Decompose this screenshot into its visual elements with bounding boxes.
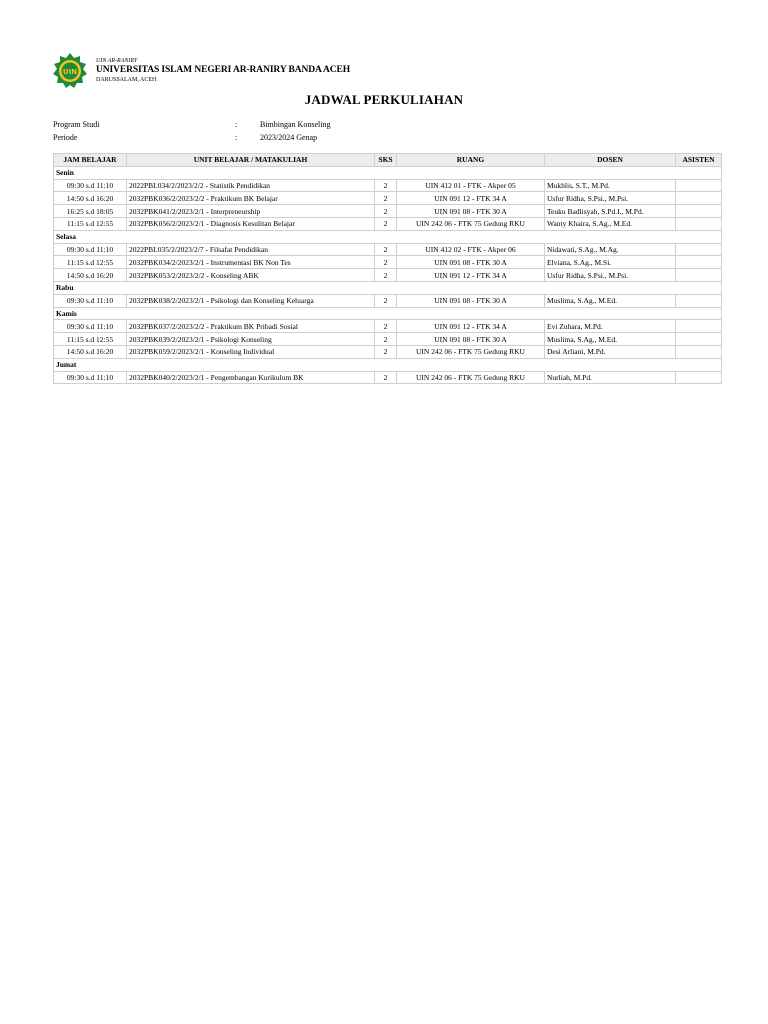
table-row	[54, 243, 722, 256]
table-row	[54, 345, 722, 358]
meta-colon: :	[235, 132, 238, 142]
cell-ruang: UIN 091 08 - FTK 30 A	[397, 333, 545, 346]
col-header-jam: JAM BELAJAR	[54, 154, 127, 167]
cell-sks: 2	[375, 294, 397, 307]
cell-dosen: Muslima, S.Ag., M.Ed.	[545, 333, 676, 346]
cell-matakuliah: 2032PBK040/2/2023/2/1 - Pengembangan Kurikulum BK	[127, 371, 375, 384]
cell-dosen: Nidawati, S.Ag., M.Ag.	[545, 243, 676, 256]
table-row	[54, 256, 722, 269]
cell-sks: 2	[375, 217, 397, 230]
day-row	[54, 307, 722, 320]
cell-jam: 11:15 s.d 12:55	[54, 217, 127, 230]
cell-asisten	[676, 320, 722, 333]
cell-matakuliah: 2032PBK056/2/2023/2/1 - Diagnosis Kesulitan Belajar	[127, 217, 375, 230]
table-row	[54, 333, 722, 346]
meta-colon: :	[235, 120, 238, 129]
cell-asisten	[676, 256, 722, 269]
schedule-table	[53, 153, 722, 384]
cell-dosen: Desi Arliani, M.Pd.	[545, 345, 676, 358]
cell-asisten	[676, 371, 722, 384]
cell-jam: 09:30 s.d 11:10	[54, 320, 127, 333]
cell-ruang: UIN 242 06 - FTK 75 Gedung RKU	[397, 217, 545, 230]
cell-jam: 09:30 s.d 11:10	[54, 179, 127, 192]
cell-matakuliah: 2032PBK053/2/2023/2/2 - Konseling ABK	[127, 269, 375, 282]
header-small-text: UIN AR-RANIRY	[96, 58, 138, 64]
cell-jam: 11:15 s.d 12:55	[54, 333, 127, 346]
meta-value: Bimbingan Konseling	[260, 120, 331, 129]
col-header-dosen: DOSEN	[545, 154, 676, 167]
document-header	[51, 52, 711, 92]
col-header-matakuliah: UNIT BELAJAR / MATAKULIAH	[127, 154, 375, 167]
cell-ruang: UIN 091 12 - FTK 34 A	[397, 192, 545, 205]
table-row	[54, 179, 722, 192]
cell-asisten	[676, 333, 722, 346]
cell-sks: 2	[375, 179, 397, 192]
day-row	[54, 166, 722, 179]
col-header-ruang: RUANG	[397, 154, 545, 167]
table-row	[54, 269, 722, 282]
cell-ruang: UIN 091 12 - FTK 34 A	[397, 269, 545, 282]
cell-ruang: UIN 091 12 - FTK 34 A	[397, 320, 545, 333]
col-header-sks: SKS	[375, 154, 397, 167]
cell-jam: 09:30 s.d 11:10	[54, 243, 127, 256]
table-row	[54, 371, 722, 384]
cell-jam: 14:50 s.d 16:20	[54, 269, 127, 282]
cell-dosen: Elviana, S.Ag., M.Si.	[545, 256, 676, 269]
cell-jam: 14:50 s.d 16:20	[54, 345, 127, 358]
header-row	[54, 154, 722, 167]
meta-label: Periode	[53, 132, 78, 142]
day-row	[54, 281, 722, 294]
svg-text:UIN: UIN	[62, 68, 78, 76]
cell-sks: 2	[375, 333, 397, 346]
cell-ruang: UIN 091 08 - FTK 30 A	[397, 294, 545, 307]
table-row	[54, 320, 722, 333]
cell-matakuliah: 2022PBL035/2/2023/2/7 - Filsafat Pendidikan	[127, 243, 375, 256]
schedule-table-header	[54, 154, 722, 167]
cell-jam: 09:30 s.d 11:10	[54, 294, 127, 307]
cell-ruang: UIN 412 01 - FTK - Akper 05	[397, 179, 545, 192]
cell-asisten	[676, 243, 722, 256]
cell-ruang: UIN 412 02 - FTK - Akper 06	[397, 243, 545, 256]
cell-matakuliah: 2032PBK039/2/2023/2/1 - Psikologi Konseling	[127, 333, 375, 346]
meta-value: 2023/2024 Genap	[260, 132, 318, 142]
table-row	[54, 192, 722, 205]
cell-matakuliah: 2032PBK036/2/2023/2/2 - Praktikum BK Belajar	[127, 192, 375, 205]
cell-dosen: Evi Zuhara, M.Pd.	[545, 320, 676, 333]
cell-matakuliah: 2032PBK034/2/2023/2/1 - Instrumentasi BK Non Tes	[127, 256, 375, 269]
day-label: Kamis	[54, 307, 722, 320]
cell-asisten	[676, 179, 722, 192]
cell-dosen: Usfur Ridha, S.Psi., M.Psi.	[545, 269, 676, 282]
cell-jam: 09:30 s.d 11:10	[54, 371, 127, 384]
cell-asisten	[676, 269, 722, 282]
cell-asisten	[676, 192, 722, 205]
meta-label: Program Studi	[53, 120, 100, 129]
page-title: JADWAL PERKULIAHAN	[304, 92, 464, 107]
cell-asisten	[676, 294, 722, 307]
day-label: Selasa	[54, 230, 722, 243]
cell-matakuliah: 2032PBK059/2/2023/2/1 - Konseling Individual	[127, 345, 375, 358]
cell-asisten	[676, 345, 722, 358]
university-name: UNIVERSITAS ISLAM NEGERI AR-RANIRY BANDA ACEH	[96, 65, 351, 75]
col-header-asisten: ASISTEN	[676, 154, 722, 167]
cell-sks: 2	[375, 256, 397, 269]
cell-jam: 11:15 s.d 12:55	[54, 256, 127, 269]
day-label: Rabu	[54, 281, 722, 294]
cell-matakuliah: 2032PBK041/2/2023/2/1 - Interpreneurship	[127, 205, 375, 218]
university-logo-icon	[51, 52, 89, 90]
table-row	[54, 205, 722, 218]
cell-matakuliah: 2022PBL034/2/2023/2/2 - Statistik Pendidikan	[127, 179, 375, 192]
header-text	[96, 58, 350, 84]
cell-sks: 2	[375, 205, 397, 218]
cell-matakuliah: 2032PBK038/2/2023/2/1 - Psikologi dan Konseling Keluarga	[127, 294, 375, 307]
cell-dosen: Usfur Ridha, S.Psi., M.Psi.	[545, 192, 676, 205]
cell-ruang: UIN 091 08 - FTK 30 A	[397, 256, 545, 269]
cell-sks: 2	[375, 192, 397, 205]
cell-sks: 2	[375, 320, 397, 333]
cell-dosen: Wanty Khaira, S.Ag., M.Ed.	[545, 217, 676, 230]
table-row	[54, 294, 722, 307]
cell-ruang: UIN 242 06 - FTK 75 Gedung RKU	[397, 371, 545, 384]
day-label: Senin	[54, 166, 722, 179]
cell-jam: 16:25 s.d 18:05	[54, 205, 127, 218]
cell-jam: 14:50 s.d 16:20	[54, 192, 127, 205]
cell-sks: 2	[375, 269, 397, 282]
cell-matakuliah: 2032PBK037/2/2023/2/2 - Praktikum BK Pribadi Sosial	[127, 320, 375, 333]
cell-sks: 2	[375, 345, 397, 358]
cell-dosen: Mukhlis, S.T., M.Pd.	[545, 179, 676, 192]
day-label: Jumat	[54, 358, 722, 371]
cell-dosen: Nurliah, M.Pd.	[545, 371, 676, 384]
university-location: DARUSSALAM, ACEH	[96, 77, 157, 83]
day-row	[54, 358, 722, 371]
cell-sks: 2	[375, 371, 397, 384]
cell-dosen: Muslima, S.Ag., M.Ed.	[545, 294, 676, 307]
table-row	[54, 217, 722, 230]
cell-sks: 2	[375, 243, 397, 256]
cell-dosen: Teuku Badlisyah, S.Pd.I., M.Pd.	[545, 205, 676, 218]
cell-asisten	[676, 205, 722, 218]
cell-ruang: UIN 091 08 - FTK 30 A	[397, 205, 545, 218]
cell-asisten	[676, 217, 722, 230]
cell-ruang: UIN 242 06 - FTK 75 Gedung RKU	[397, 345, 545, 358]
schedule-table-body	[54, 166, 722, 384]
day-row	[54, 230, 722, 243]
